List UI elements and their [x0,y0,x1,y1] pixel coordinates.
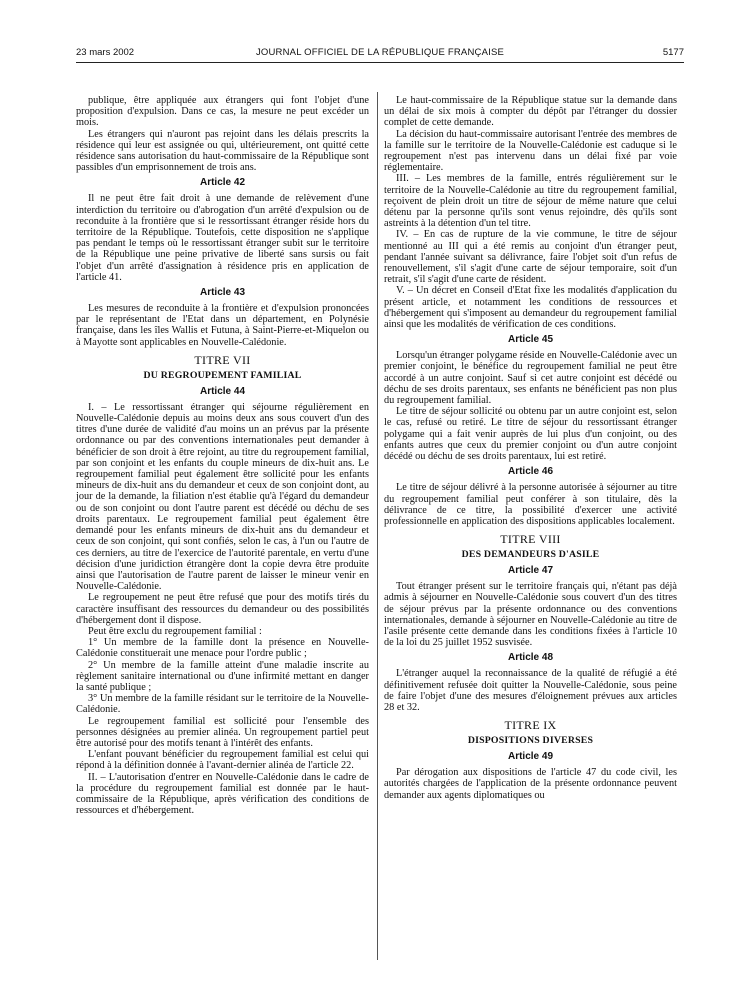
article-heading: Article 48 [507,652,554,664]
column-divider [377,92,378,960]
paragraph: L'enfant pouvant bénéficier du regroupement familial est celui qui répond à la définition donnée à l'avant-dernier alinéa de l'article 22. [76,749,369,772]
article-heading: Article 47 [507,565,554,577]
paragraph: Le titre de séjour délivré à la personne autorisée à séjourner au titre du regroupement familial peut conférer à son titulaire, dès la délivrance de ce titre, la possibilité d'exercer une activité professionnelle en application des dispositions applicables localement. [384,482,677,527]
paragraph: 1° Un membre de la famille dont la présence en Nouvelle-Calédonie constituerait une menace pour l'ordre public ; [76,637,369,660]
paragraph: II. – L'autorisation d'entrer en Nouvelle-Calédonie dans le cadre de la procédure du regroupement familial est donnée par le haut-commissaire de la République, après vérification des conditions de ressources et d'hébergement. [76,771,369,817]
paragraph: Le titre de séjour sollicité ou obtenu par un autre conjoint est, selon le cas, refusé ou retiré. Le titre de séjour du ressortissant étranger polygame qui a fait venir auprès de lui plus d'un conjoint, ou des enfants autres que ceux du premier conjoint ou d'un autre conjoint décédé ou déchu de ses droits parentaux, lui est retiré. [384,406,677,463]
article-heading: Article 44 [199,385,246,397]
article-heading: Article 42 [199,177,246,189]
paragraph: Le haut-commissaire de la République statue sur la demande dans un délai de six mois à compter du dépôt par l'étranger du dossier complet de cette demande. [384,95,677,129]
title-subheading: DES DEMANDEURS D'ASILE [461,549,600,561]
title-heading: TITRE VII [194,352,251,367]
paragraph: La décision du haut-commissaire autorisant l'entrée des membres de la famille sur le territoire de la Nouvelle-Calédonie est caduque si le regroupement n'est pas intervenu dans un délai fixé par voie réglementaire. [384,128,677,174]
paragraph: L'étranger auquel la reconnaissance de la qualité de réfugié a été définitivement refusée doit quitter la Nouvelle-Calédonie, sous peine de faire l'objet d'une des mesures d'éloignement prévues aux articles 28 et 32. [384,668,677,713]
paragraph: Le regroupement ne peut être refusé que pour des motifs tirés du caractère insuffisant des ressources du demandeur ou des possibilités d'hébergement dont il dispose. [76,592,369,626]
paragraph: Les étrangers qui n'auront pas rejoint dans les délais prescrits la résidence qui leur est assignée ou qui, ultérieurement, ont quitté cette résidence sans autorisation du haut-commissaire de la République sont passibles d'un emprisonnement de trois ans. [76,128,369,174]
paragraph: V. – Un décret en Conseil d'Etat fixe les modalités d'application du présent article, et notamment les conditions de ressources et d'hébergement qui s'imposent au demandeur du regroupement familial ainsi que les modalités de vérification de ces conditions. [384,285,677,331]
paragraph: Le regroupement familial est sollicité pour l'ensemble des personnes désignées au premier alinéa. Un regroupement partiel peut être autorisé pour des motifs tenant à l'intérêt des enfants. [76,715,369,749]
header-date: 23 mars 2002 [76,47,135,58]
paragraph: Peut être exclu du regroupement familial : [88,625,262,637]
title-heading: TITRE IX [504,718,557,733]
paragraph: Lorsqu'un étranger polygame réside en Nouvelle-Calédonie avec un premier conjoint, le bénéfice du regroupement familial ne peut être accordé à un autre conjoint. Sauf si cet autre conjoint est décédé ou déchu de ses droits parentaux, ses enfants ne bénéficient pas non plus du regroupement familial. [384,350,677,407]
right-column [384,95,677,801]
paragraph: 3° Un membre de la famille résidant sur le territoire de la Nouvelle-Calédonie. [76,693,369,716]
page-header [76,47,684,61]
article-heading: Article 43 [199,287,246,299]
article-heading: Article 46 [507,466,554,478]
paragraph: publique, être appliquée aux étrangers qui font l'objet d'une proposition d'expulsion. Dans ce cas, la mesure ne peut excéder un mois. [76,95,369,129]
paragraph: Tout étranger présent sur le territoire français qui, n'étant pas déjà admis à séjourner en Nouvelle-Calédonie sous couvert d'un des titres de séjour prévus par la présente ordonnance ou des conventions internationales, demande à séjourner en Nouvelle-Calédonie au titre de l'asile présente cette demande dans les conditions fixées à l'article 10 de la loi du 25 juillet 1952 susvisée. [384,581,677,649]
paragraph: Il ne peut être fait droit à une demande de relèvement d'une interdiction du territoire ou d'abrogation d'un arrêté d'expulsion ou de reconduite à la frontière que si le ressortissant étranger réside hors du territoire de la République. Toutefois, cette disposition ne s'applique pas pendant le temps où le ressortissant étranger subit sur le territoire de la République une peine privative de liberté sans sursis ou fait l'objet d'un arrêté d'assignation à résidence pris en application de l'article 41. [76,193,369,283]
paragraph: I. – Le ressortissant étranger qui séjourne régulièrement en Nouvelle-Calédonie depuis au moins deux ans sous couvert d'un des titres d'une durée de validité d'au moins un an prévus par la présente ordonnance ou par des conventions internationales peut demander à bénéficier de son droit à être rejoint, au titre du regroupement familial, par son conjoint et les enfants du couple mineurs de dix-huit ans. Le regroupement familial peut également être sollicité pour les enfants mineurs de dix-huit ans du demandeur et ceux de son conjoint dont, au jour de la demande, la filiation n'est établie qu'à l'égard du demandeur ou de son conjoint ou dont l'autre parent est décédé ou déchu de ses droits parentaux. Le regroupement familial peut également être demandé pour les enfants mineurs de dix-huit ans du demandeur et ceux de son conjoint, qui sont confiés, selon le cas, à l'un ou l'autre de ces derniers, au titre de l'exercice de l'autorité parentale, en vertu d'une décision d'une juridiction étrangère dont la copie devra être produite ainsi que l'autorisation de l'autre parent de laisser le mineur venir en Nouvelle-Calédonie. [76,401,369,593]
paragraph: III. – Les membres de la famille, entrés régulièrement sur le territoire de la Nouvelle-Calédonie au titre du regroupement familial, reçoivent de plein droit un titre de séjour de même nature que celui détenu par la personne qu'ils sont venus rejoindre, dès qu'ils sont astreints à la détention d'un tel titre. [384,173,677,230]
page-number: 5177 [662,47,684,58]
article-heading: Article 45 [507,334,554,346]
article-heading: Article 49 [507,751,554,763]
title-subheading: DU REGROUPEMENT FAMILIAL [143,369,302,381]
title-subheading: DISPOSITIONS DIVERSES [467,735,594,747]
header-rule [76,62,684,63]
paragraph: Par dérogation aux dispositions de l'article 47 du code civil, les autorités chargées de l'application de la présente ordonnance peuvent demander aux agents diplomatiques ou [384,767,677,801]
title-heading: TITRE VIII [500,532,561,547]
paragraph: IV. – En cas de rupture de la vie commune, le titre de séjour mentionné au III qui a été remis au conjoint d'un étranger peut, pendant l'année suivant sa délivrance, faire l'objet soit d'un refus de renouvellement, s'il s'agit d'une carte de séjour temporaire, soit d'un retrait, s'il s'agit d'une carte de résident. [384,229,677,286]
paragraph: Les mesures de reconduite à la frontière et d'expulsion prononcées par le représentant de l'Etat dans un département, en Polynésie française, dans les îles Wallis et Futuna, à Saint-Pierre-et-Miquelon ou à Mayotte sont applicables en Nouvelle-Calédonie. [76,303,369,348]
left-column [76,95,369,816]
journal-title: JOURNAL OFFICIEL DE LA RÉPUBLIQUE FRANÇAISE [255,47,505,58]
paragraph: 2° Un membre de la famille atteint d'une maladie inscrite au règlement sanitaire international ou d'une infirmité mettant en danger la santé publique ; [76,659,369,693]
